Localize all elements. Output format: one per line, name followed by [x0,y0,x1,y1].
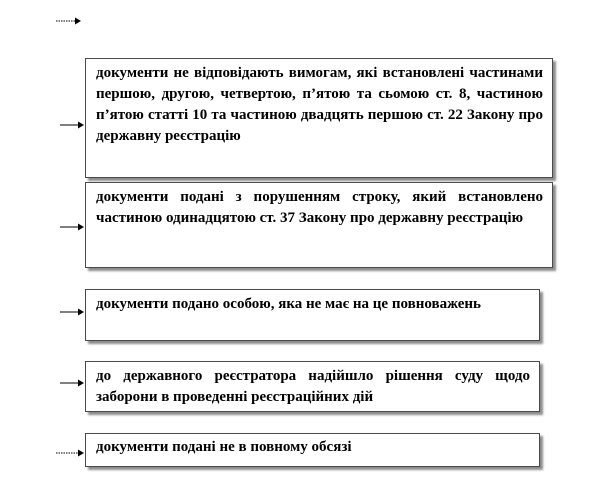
condition-box-requirements: документи не відповідають вимогам, які встановлені частинами першою, другою, четвертою, п’ятою та сьомою ст. 8, частиною п’ятою статті 10 та частиною двадцять першою ст. 22 Закону про державну реєстрацію [85,58,553,178]
condition-box-authority: документи подано особою, яка не має на це повноважень [85,289,540,341]
condition-box-court-decision: до державного реєстратора надійшло рішення суду щодо заборони в проведенні реєстраційних дій [85,361,540,412]
arrow-icon [55,446,87,460]
arrow-icon [59,305,87,319]
condition-box-deadline: документи подані з порушенням строку, який встановлено частиною одинадцятою ст. 37 Закону про державну реєстрацію [85,182,553,268]
top-connector-arrow [55,14,85,28]
condition-box-incomplete: документи подані не в повному обсязі [85,433,540,467]
arrow-icon [59,376,87,390]
arrow-icon [59,220,87,234]
arrow-icon [59,118,87,132]
